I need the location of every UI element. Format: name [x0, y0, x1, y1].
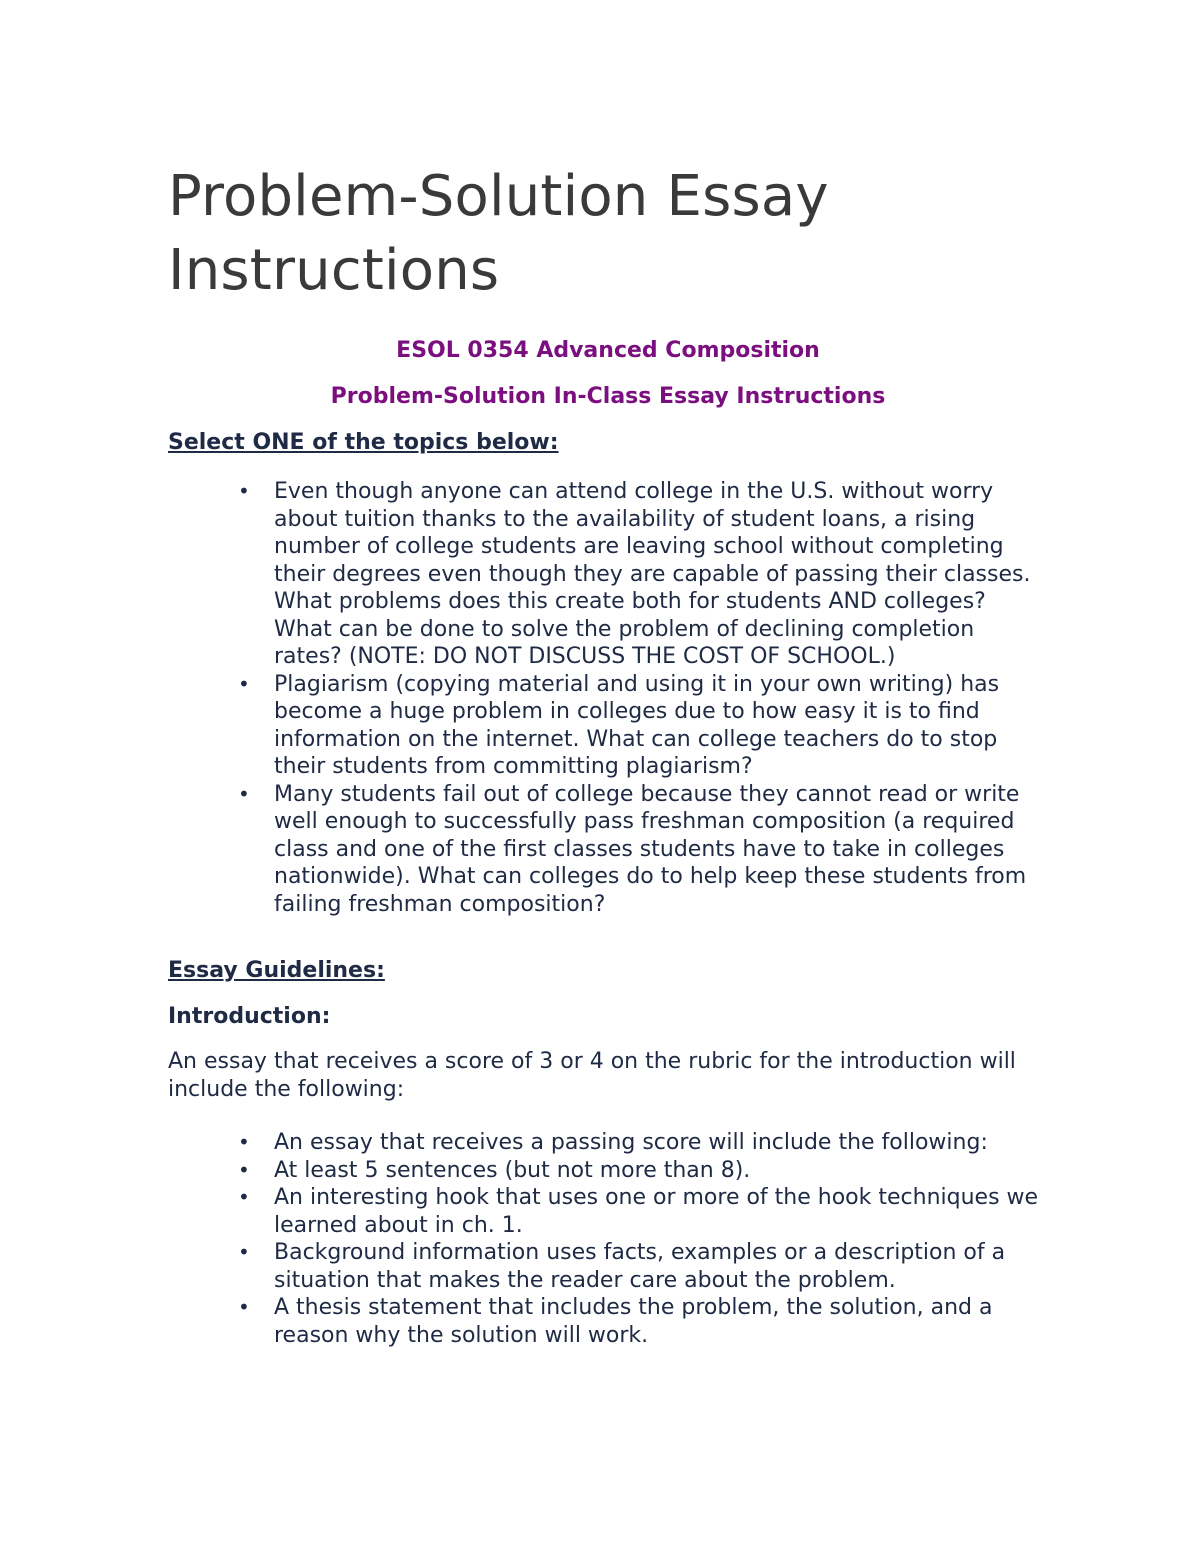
- course-name: ESOL 0354 Advanced Composition: [396, 338, 820, 363]
- introduction-item-text: An interesting hook that uses one or more of the hook techniques we learned about in ch. 1.: [274, 1185, 1039, 1238]
- list-item: [238, 478, 1048, 671]
- topics-heading: Select ONE of the topics below:: [168, 430, 559, 455]
- topic-text: Plagiarism (copying material and using it in your own writing) has become a huge problem in colleges due to how easy it is to find information on the internet. What can college teachers do to stop their students from committing plagiarism?: [274, 671, 1000, 779]
- introduction-text: An essay that receives a score of 3 or 4 on the rubric for the introduction will include the following:: [168, 1049, 1016, 1102]
- list-item: [238, 1239, 1048, 1294]
- list-item: [238, 1157, 1048, 1185]
- bullet-icon: •: [238, 1240, 250, 1264]
- bullet-icon: •: [238, 671, 250, 696]
- introduction-item-text: At least 5 sentences (but not more than 8).: [274, 1157, 751, 1183]
- introduction-item-text: A thesis statement that includes the problem, the solution, and a reason why the solution will work.: [274, 1295, 993, 1348]
- guidelines-heading: Essay Guidelines:: [168, 958, 385, 983]
- bullet-icon: •: [238, 479, 250, 503]
- list-item: [238, 1294, 1048, 1349]
- list-item: [238, 671, 1048, 781]
- bullet-icon: •: [238, 1130, 250, 1154]
- bullet-icon: •: [238, 781, 250, 806]
- list-item: [238, 781, 1048, 919]
- list-item: [238, 1184, 1048, 1239]
- bullet-icon: •: [238, 1295, 250, 1319]
- introduction-list: [168, 1129, 1048, 1349]
- introduction-item-text: Background information uses facts, examples or a description of a situation that makes the reader care about the problem.: [274, 1240, 1006, 1293]
- topic-text: Many students fail out of college because they cannot read or write well enough to successfully pass freshman composition (a required class and one of the first classes students have to take in colleges nationwide). What can colleges do to help keep these students from failing freshman composition?: [274, 781, 1027, 917]
- document-subtitle: Problem-Solution In-Class Essay Instructions: [330, 384, 886, 409]
- topics-list: [168, 478, 1048, 918]
- document-title: Problem-Solution Essay Instructions: [168, 164, 829, 303]
- introduction-heading: Introduction:: [168, 1004, 331, 1029]
- introduction-item-text: An essay that receives a passing score will include the following:: [274, 1130, 988, 1155]
- document-page: [168, 160, 1048, 1349]
- bullet-icon: •: [238, 1185, 250, 1209]
- list-item: [238, 1129, 1048, 1157]
- topic-text: Even though anyone can attend college in the U.S. without worry about tuition thanks to the availability of student loans, a rising number of college students are leaving school without completing their degrees even though they are capable of passing their classes. What problems does this create both for students AND colleges? What can be done to solve the problem of declining completion rates? (NOTE: DO NOT DISCUSS THE COST OF SCHOOL.): [274, 479, 1031, 669]
- bullet-icon: •: [238, 1157, 250, 1182]
